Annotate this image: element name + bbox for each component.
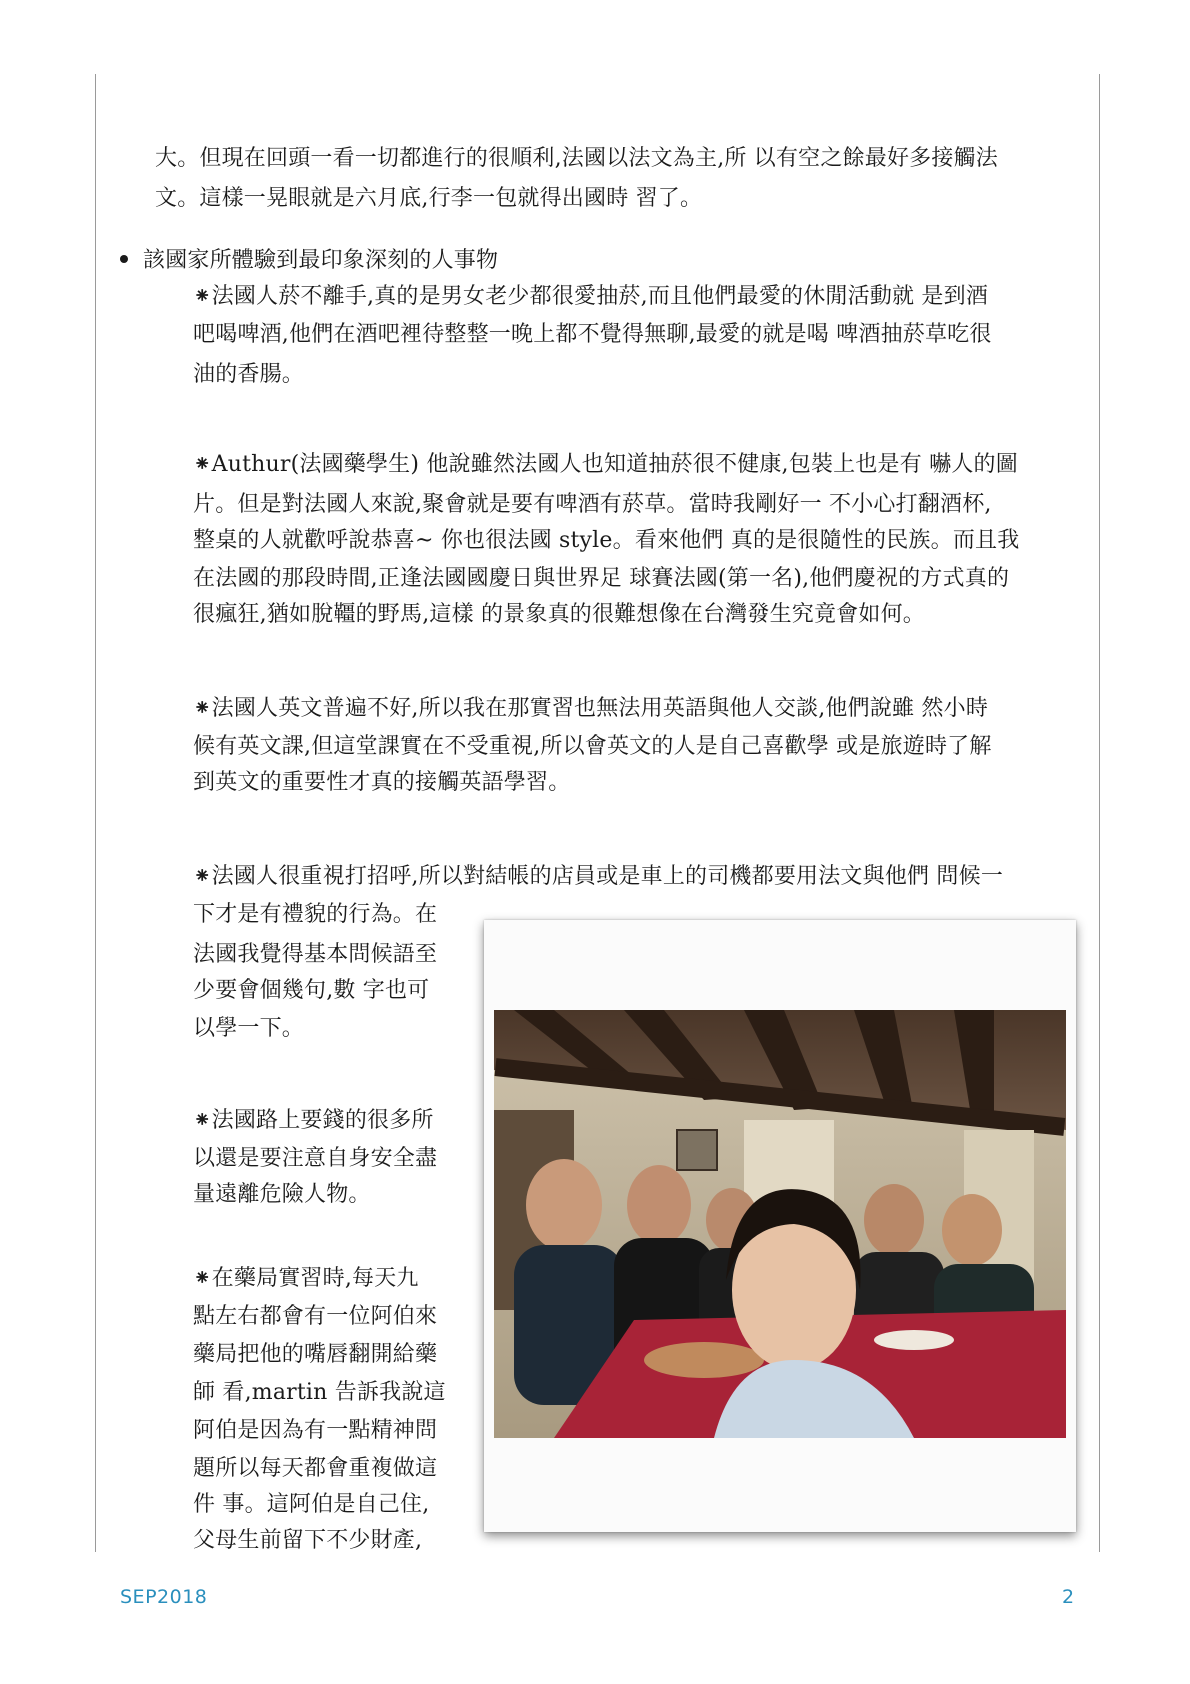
para6-line-2: 點左右都會有一位阿伯來	[193, 1304, 438, 1329]
para6-line-7: 件 事。這阿伯是自己住,	[193, 1492, 430, 1517]
para2-line-3: 整桌的人就歡呼說恭喜~ 你也很法國 style。看來他們 真的是很隨性的民族。而且我	[193, 528, 1020, 553]
intro-line-1: 大。但現在回頭一看一切都進行的很順利,法國以法文為主,所 以有空之餘最好多接觸法	[155, 146, 998, 171]
para5-line-3: 量遠離危險人物。	[193, 1182, 371, 1207]
para2-line-2: 片。但是對法國人來說,聚會就是要有啤酒有菸草。當時我剛好一 不小心打翻酒杯,	[193, 492, 992, 517]
para6-line-6: 題所以每天都會重複做這	[193, 1456, 438, 1481]
page-number: 2	[1062, 1586, 1075, 1608]
para3-line-2: 候有英文課,但這堂課實在不受重視,所以會英文的人是自己喜歡學 或是旅遊時了解	[193, 734, 992, 759]
para2-line-4: 在法國的那段時間,正逢法國國慶日與世界足 球賽法國(第一名),他們慶祝的方式真的	[193, 566, 1010, 591]
para3-line-1: ⁕法國人英文普遍不好,所以我在那實習也無法用英語與他人交談,他們說雖 然小時	[193, 696, 989, 721]
para6-line-5: 阿伯是因為有一點精神問	[193, 1418, 438, 1443]
para1-line-1: ⁕法國人菸不離手,真的是男女老少都很愛抽菸,而且他們最愛的休閒活動就 是到酒	[193, 284, 989, 309]
left-margin-rule	[95, 74, 96, 1552]
photo-frame	[484, 920, 1076, 1532]
para6-line-4: 師 看,martin 告訴我說這	[193, 1380, 446, 1405]
para2-line-5: 很瘋狂,猶如脫韁的野馬,這樣 的景象真的很難想像在台灣發生究竟會如何。	[193, 602, 925, 627]
para4-line-5: 以學一下。	[193, 1016, 305, 1041]
para6-line-3: 藥局把他的嘴唇翻開給藥	[193, 1342, 438, 1367]
para4-line-3: 法國我覺得基本問候語至	[193, 942, 438, 967]
para6-line-1: ⁕在藥局實習時,每天九	[193, 1266, 419, 1291]
footer-date: SEP2018	[120, 1586, 208, 1608]
para5-line-2: 以還是要注意自身安全盡	[193, 1146, 438, 1171]
para3-line-3: 到英文的重要性才真的接觸英語學習。	[193, 770, 571, 795]
para5-line-1: ⁕法國路上要錢的很多所	[193, 1108, 434, 1133]
bullet-icon	[120, 255, 128, 263]
restaurant-group-photo	[494, 1010, 1066, 1438]
para1-line-3: 油的香腸。	[193, 362, 305, 387]
section-heading: 該國家所體驗到最印象深刻的人事物	[143, 248, 499, 273]
para4-line-2: 下才是有禮貌的行為。在	[193, 902, 438, 927]
right-margin-rule	[1099, 74, 1100, 1552]
para2-line-1: ⁕Authur(法國藥學生) 他說雖然法國人也知道抽菸很不健康,包裝上也是有 嚇人的圖	[193, 452, 1018, 477]
para6-line-8: 父母生前留下不少財產,	[193, 1528, 423, 1553]
intro-line-2: 文。這樣一晃眼就是六月底,行李一包就得出國時 習了。	[155, 186, 703, 211]
para4-line-4: 少要會個幾句,數 字也可	[193, 978, 430, 1003]
para1-line-2: 吧喝啤酒,他們在酒吧裡待整整一晚上都不覺得無聊,最愛的就是喝 啤酒抽菸草吃很	[193, 322, 992, 347]
para4-line-1: ⁕法國人很重視打招呼,所以對結帳的店員或是車上的司機都要用法文與他們 問候一	[193, 864, 1004, 889]
